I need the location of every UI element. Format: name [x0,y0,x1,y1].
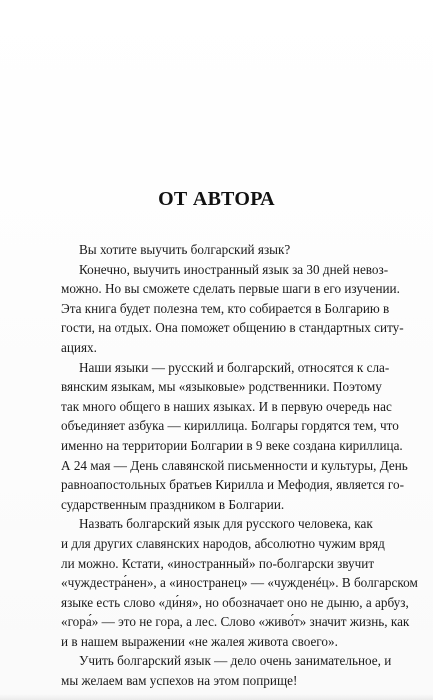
text-line: ли можно. Кстати, «иностранный» по-болгарски звучит [61,555,375,571]
text-line: А 24 мая — День славянской письменности и культуры, День [61,457,408,473]
text-line: объединяет азбука — кириллица. Болгары гордятся тем, что [61,418,399,434]
text-line: «чуждестра́нен», а «иностранец» — «чужденéц». В болгарском [61,575,418,591]
text-line: равноапостольных братьев Кирилла и Мефодия, является го- [61,477,404,493]
text-line: можно. Но вы сможете сделать первые шаги в его изучении. [61,281,400,297]
chapter-heading: ОТ АВТОРА [158,188,275,210]
paragraph [61,514,418,651]
text-line: и для других славянских народов, абсолютно чужим вряд [61,535,385,551]
text-line: сударственным праздником в Болгарии. [61,496,285,512]
text-line: языке есть слово «ди́ня», но обозначает оно не дыню, а арбуз, [61,594,409,610]
text-line: и в нашем выражении «не жалея живота своего». [61,633,338,649]
text-line: «гора́» — это не гора, а лес. Слово «живо́т» значит жизнь, как [61,614,410,630]
text-line: так много общего в наших языках. И в первую очередь нас [61,398,392,414]
paragraph [61,358,408,515]
text-line: именно на территории Болгарии в 9 веке создана кириллица. [61,437,403,453]
text-line: Назвать болгарский язык для русского человека, как [79,516,373,532]
text-line: вянским языкам, мы «языковые» родственники. Поэтому [61,379,382,395]
text-line: гости, на отдых. Она поможет общению в стандартных ситу- [61,320,404,336]
body-text [61,240,418,691]
page-bottom-edge [0,694,433,700]
paragraph [61,240,372,260]
text-line: Эта книга будет полезна тем, кто собирается в Болгарию в [61,300,390,316]
text-line: мы желаем вам успехов на этом поприще! [61,673,298,689]
paragraph [61,651,392,690]
text-line: Конечно, выучить иностранный язык за 30 дней невоз- [79,261,389,277]
text-line: Учить болгарский язык — дело очень занимательное, и [79,653,392,669]
text-line: Вы хотите выучить болгарский язык? [79,242,291,257]
paragraph [61,260,404,358]
text-line: Наши языки — русский и болгарский, относятся к сла- [79,359,390,375]
text-line: ациях. [61,339,97,355]
